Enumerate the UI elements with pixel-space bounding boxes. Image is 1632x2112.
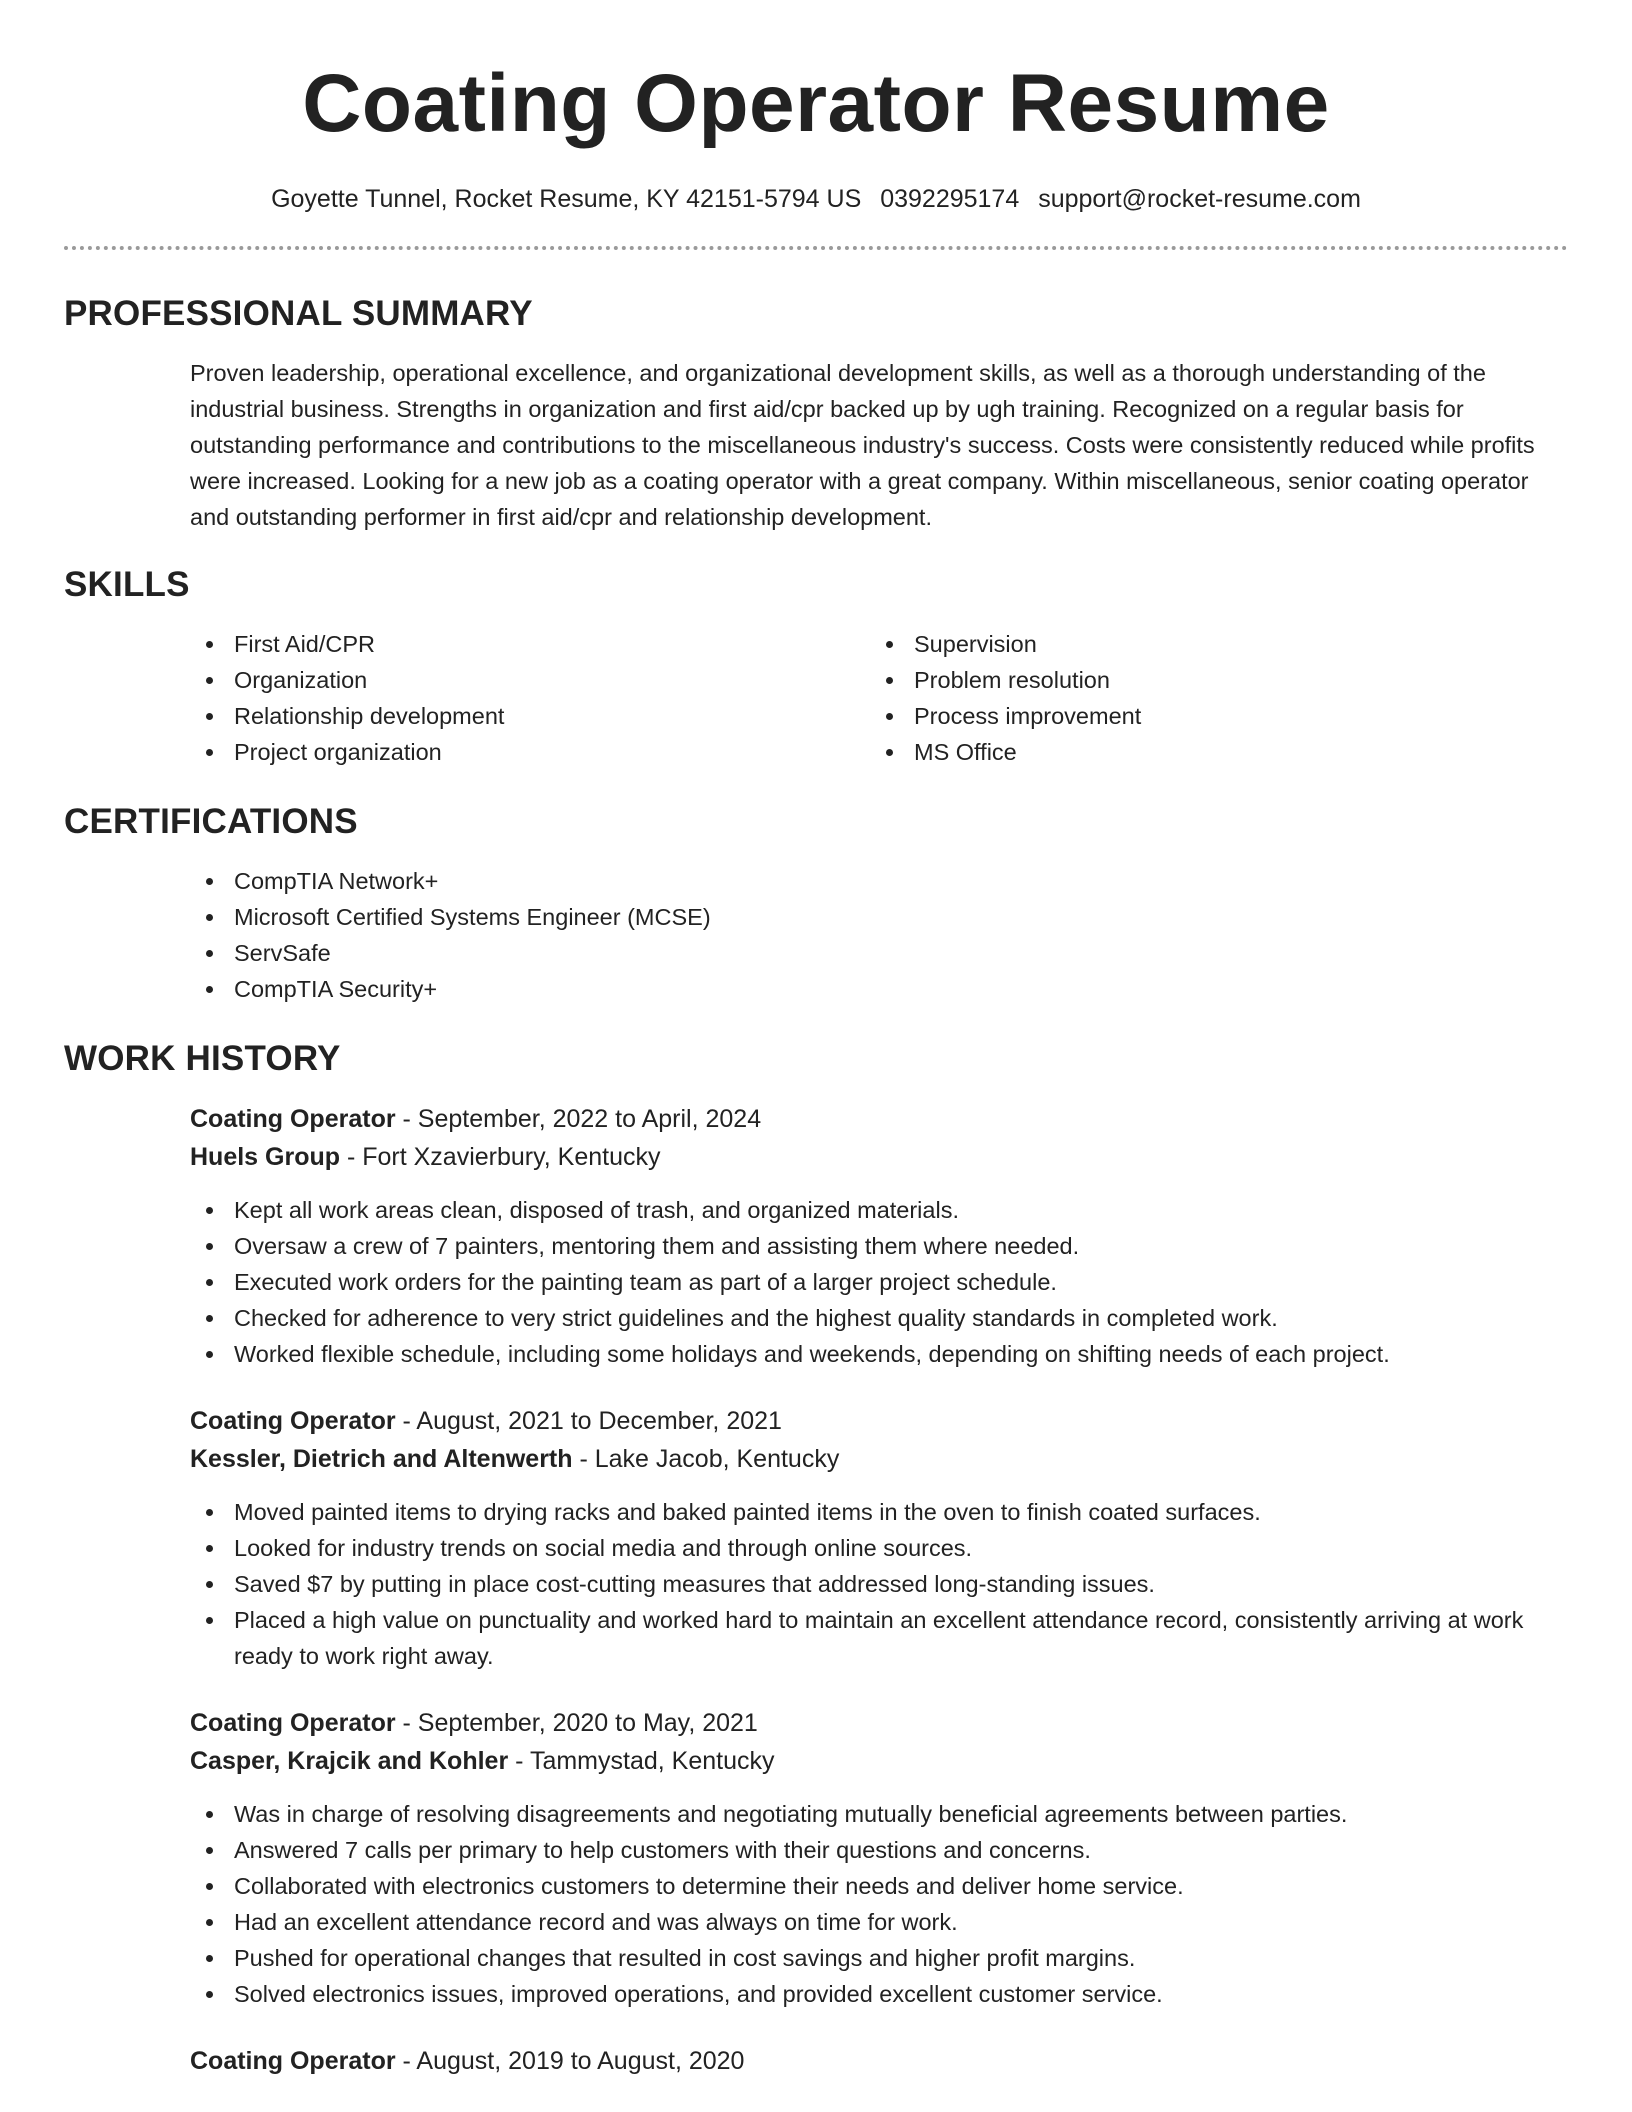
job-bullets xyxy=(190,1796,1568,2012)
job-title: Coating Operator xyxy=(190,1105,396,1133)
job-company-line xyxy=(190,1138,1568,1176)
work-history-section xyxy=(190,1100,1568,2080)
job-bullet: Saved $7 by putting in place cost-cutting measures that addressed long-standing issues. xyxy=(190,1566,1568,1602)
job-dates: - September, 2022 to April, 2024 xyxy=(395,1105,762,1133)
job-entry xyxy=(190,1402,1568,1674)
job-dates: - August, 2021 to December, 2021 xyxy=(395,1407,782,1435)
job-bullet: Was in charge of resolving disagreements and negotiating mutually beneficial agreements between parties. xyxy=(190,1796,1568,1832)
skill-item: Process improvement xyxy=(870,698,1550,734)
job-title-line xyxy=(190,1402,1568,1440)
contact-address: Goyette Tunnel, Rocket Resume, KY 42151-5794 US xyxy=(271,185,862,213)
job-bullet: Executed work orders for the painting team as part of a larger project schedule. xyxy=(190,1264,1568,1300)
job-company: Kessler, Dietrich and Altenwerth xyxy=(190,1445,573,1473)
summary-text: Proven leadership, operational excellence, and organizational development skills, as well as a thorough understanding of the industrial business. Strengths in organization and first aid/cpr backed up by ugh training. Recognized on a regular basis for outstanding performance and contributions to the miscellaneous industry's success. Costs were consistently reduced while profits were increased. Looking for a new job as a coating operator with a great company. Within miscellaneous, senior coating operator and outstanding performer in first aid/cpr and relationship development. xyxy=(190,360,1535,530)
job-title-line xyxy=(190,1100,1568,1138)
job-company-line xyxy=(190,1742,1568,1780)
job-company-line xyxy=(190,1440,1568,1478)
job-bullet: Looked for industry trends on social media and through online sources. xyxy=(190,1530,1568,1566)
skill-item: Project organization xyxy=(190,734,870,770)
contact-line xyxy=(64,182,1568,216)
contact-phone: 0392295174 xyxy=(880,185,1020,213)
job-bullet: Kept all work areas clean, disposed of trash, and organized materials. xyxy=(190,1192,1568,1228)
job-title: Coating Operator xyxy=(190,2047,396,2075)
skills-heading: SKILLS xyxy=(64,565,190,604)
contact-email: support@rocket-resume.com xyxy=(1038,185,1361,213)
job-bullet: Solved electronics issues, improved operations, and provided excellent customer service. xyxy=(190,1976,1568,2012)
skill-item: Supervision xyxy=(870,626,1550,662)
skills-left-list xyxy=(190,626,870,770)
skill-item: Organization xyxy=(190,662,870,698)
job-bullet: Pushed for operational changes that resulted in cost savings and higher profit margins. xyxy=(190,1940,1568,1976)
job-title-line xyxy=(190,1704,1568,1742)
job-entry xyxy=(190,1704,1568,2012)
job-entry xyxy=(190,1100,1568,1372)
summary-section xyxy=(190,355,1568,535)
job-location: - Lake Jacob, Kentucky xyxy=(572,1445,840,1473)
job-dates: - August, 2019 to August, 2020 xyxy=(395,2047,745,2075)
job-company: Casper, Krajcik and Kohler xyxy=(190,1747,509,1775)
job-bullet: Moved painted items to drying racks and baked painted items in the oven to finish coated surfaces. xyxy=(190,1494,1568,1530)
job-company: Huels Group xyxy=(190,1143,341,1171)
skill-item: MS Office xyxy=(870,734,1550,770)
certification-item: Microsoft Certified Systems Engineer (MCSE) xyxy=(190,899,1568,935)
work-history-heading: WORK HISTORY xyxy=(64,1039,341,1078)
job-bullet: Worked flexible schedule, including some holidays and weekends, depending on shifting needs of each project. xyxy=(190,1336,1568,1372)
certification-item: CompTIA Security+ xyxy=(190,971,1568,1007)
job-title: Coating Operator xyxy=(190,1709,396,1737)
job-bullets xyxy=(190,1192,1568,1372)
skill-item: Relationship development xyxy=(190,698,870,734)
job-bullets xyxy=(190,1494,1568,1674)
summary-heading: PROFESSIONAL SUMMARY xyxy=(64,294,533,333)
job-title-line xyxy=(190,2042,1568,2080)
job-dates: - September, 2020 to May, 2021 xyxy=(395,1709,758,1737)
job-location: - Fort Xzavierbury, Kentucky xyxy=(340,1143,661,1171)
certification-item: ServSafe xyxy=(190,935,1568,971)
certifications-heading: CERTIFICATIONS xyxy=(64,802,358,841)
job-bullet: Answered 7 calls per primary to help customers with their questions and concerns. xyxy=(190,1832,1568,1868)
job-bullet: Checked for adherence to very strict guidelines and the highest quality standards in completed work. xyxy=(190,1300,1568,1336)
job-bullet: Placed a high value on punctuality and worked hard to maintain an excellent attendance record, consistently arriving at work ready to work right away. xyxy=(190,1602,1568,1674)
skill-item: Problem resolution xyxy=(870,662,1550,698)
job-entry xyxy=(190,2042,1568,2080)
job-bullet: Collaborated with electronics customers to determine their needs and deliver home service. xyxy=(190,1868,1568,1904)
header-divider xyxy=(64,246,1568,250)
page-title: Coating Operator Resume xyxy=(302,58,1330,149)
certification-item: CompTIA Network+ xyxy=(190,863,1568,899)
certifications-list xyxy=(190,863,1568,1007)
job-title: Coating Operator xyxy=(190,1407,396,1435)
skills-section xyxy=(190,626,1568,770)
job-bullet: Had an excellent attendance record and was always on time for work. xyxy=(190,1904,1568,1940)
resume-page xyxy=(64,0,1568,2080)
certifications-section xyxy=(190,863,1568,1007)
job-location: - Tammystad, Kentucky xyxy=(508,1747,775,1775)
skills-right-list xyxy=(870,626,1550,770)
job-bullet: Oversaw a crew of 7 painters, mentoring them and assisting them where needed. xyxy=(190,1228,1568,1264)
skill-item: First Aid/CPR xyxy=(190,626,870,662)
